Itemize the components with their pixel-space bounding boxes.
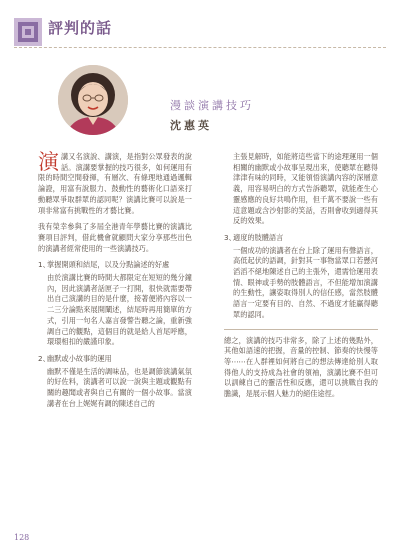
article-title: 漫談演講技巧 [170,99,254,112]
author-photo-icon [58,65,128,135]
item-2-number: 2、 [38,353,50,363]
dropcap: 演 [38,150,59,174]
item-3-heading-text: 適度的肢體語言 [233,232,284,242]
item-1-number: 1、 [38,260,50,270]
section-badge-icon [14,18,42,46]
page-number: 128 [14,533,30,542]
item-1-body: 由於演講比賽的時間大都限定在短短的幾分鐘內，因此演講者話匣子一打開，很快就需要帶出自己演講的目的是什麼，接著便將內容以一二三分論點來展開闡述，結尾時再用簡單的方式，引用一句名人嘉言發警告聽之論，重新強調自己的觀點，這個目的就是給人首尾呼應，環環相扣的嚴謹印象。 [47,273,192,347]
header-divider [14,47,386,48]
item-1-heading-text: 掌握開頭和結尾，以及分點論述的好處 [47,260,170,270]
continued-paragraph: 主張見解時，如能將這些當下的途理運用一個相關的幽默或小故事呈現出來，使聽眾在聽得津津有味的同時，又能領悟演講內容的深層意義，用容易明白的方式告訴聽眾，就能產生心靈感應的良好共鳴作用，但千萬不要說一些有這意題或含沙射影的笑話，否則會收到適得其反的效果。 [233,152,378,226]
author-portrait [58,65,128,135]
page-header [0,0,400,75]
item-2-heading [38,354,192,365]
summary-divider [224,329,378,330]
item-2-body: 幽默不僅是生活的調味品，也是調節演講氣氛的好佐料，演講者可以說一說與主題或觀點有關的趣聞或者與自己有關的一個小故事。當演講者在台上娓娓有調的陳述自己的 [47,366,192,408]
item-3-number: 3、 [224,232,236,242]
item-2-heading-text: 幽默或小故事的運用 [47,353,112,363]
right-column [224,152,378,406]
paragraph-2: 我有榮幸參與了多屆全港青年學藝比賽的演講比賽項目評判，借此機會就顧問大家分享那些出色的演講者經常使用的一些演講技巧。 [38,222,192,253]
section-title: 評判的話 [48,19,113,37]
left-column [38,152,192,415]
intro-paragraph [38,152,192,216]
summary-paragraph: 總之，演講的技巧非常多，除了上述的幾點外，其他如語速的把握，音量的控制、節奏的快慢等等⋯⋯在人群裡如何將自己的想法傳達給別人取得他人的支持成為社會的領袖，演講比賽不但可以訓練自己的靈活性和反應，還可以挑戰自我的膽識，是展示個人魅力的絕佳途徑。 [224,335,378,399]
item-3-heading [224,233,378,244]
author-name: 沈惠英 [170,119,212,132]
item-3-body: 一個成功的演講者在台上除了運用有聲語言，高低起伏的語調，針對其一事物當眾口若懸河滔滔不絕地陳述自己的主張外，還需恰運用表情、眼神或手勢的肢體語言，不但能增加演講的生動性，讓姿取得別人的信任感，當然肢體語言一定要有目的、自然、不過度才能贏得聽眾的認同。 [233,245,378,319]
item-1-heading [38,260,192,271]
intro-text: 講又名演說、講演，是指對公眾發表的說話。演講要掌握的技巧很多，如何運用有限的時間空間發揮，有層次、有條理地通過邏輯論證，用富有說服力、鼓動性的藝術化口語來打動聽眾爭取群眾的認同呢？演講比賽可以說是一項非常富有挑戰性的才藝比賽。 [38,152,192,215]
